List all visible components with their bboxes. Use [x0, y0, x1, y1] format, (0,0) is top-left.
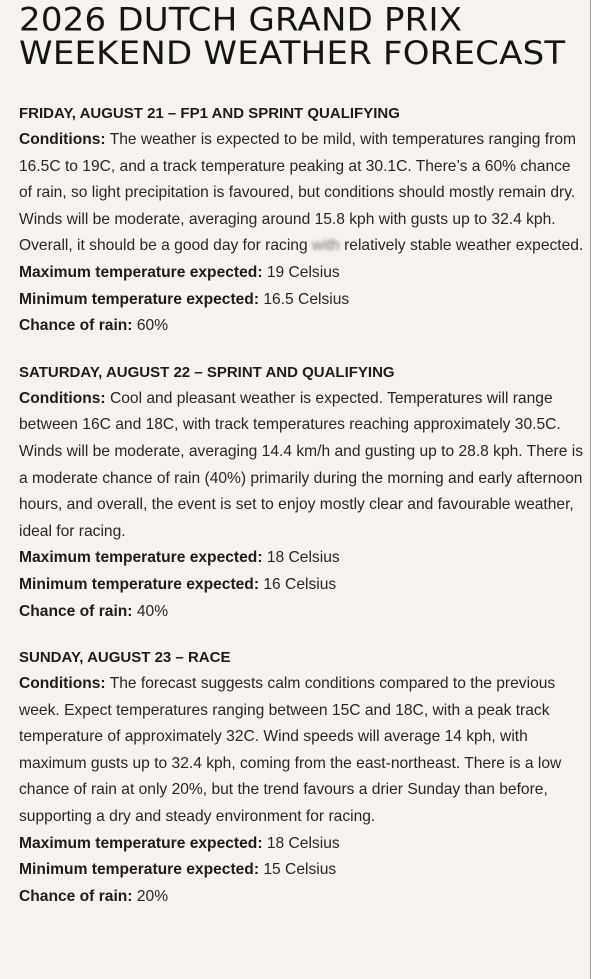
- conditions-label: Conditions:: [19, 131, 106, 148]
- rain-chance-value: 20%: [136, 887, 169, 905]
- rain-chance-label: Chance of rain:: [19, 317, 133, 335]
- day-section-saturday: [19, 359, 585, 625]
- rain-chance-value: 40%: [136, 602, 169, 620]
- min-temperature-row: [19, 857, 585, 884]
- conditions-text: The forecast suggests calm conditions compared to the previous week. Expect temperatures ranging between 15C and 18C, with a peak track temperature of approximately 32C. Wind speeds will average 14 kph, with maximum gusts up to 32.4 kph, coming from the east-northeast. There is a low chance of rain at only 20%, but the trend favours a drier Sunday than before, supporting a dry and steady environment for racing.: [19, 675, 562, 826]
- conditions-paragraph: [19, 671, 585, 831]
- min-temperature-label: Minimum temperature expected:: [19, 861, 260, 879]
- max-temperature-label: Maximum temperature expected:: [19, 263, 263, 281]
- conditions-text-end: relatively stable weather expected.: [344, 237, 584, 255]
- conditions-text: The weather is expected to be mild, with temperatures ranging from 16.5C to 19C, and a track temperature peaking at 30.1C. There’s a 60% chance of rain, so light precipitation is favoured, but conditions should mostly remain dry. Winds will be moderate, averaging around 15.8 kph with gusts up to 32.4 kph. Overall, it should be a good day for racing: [19, 131, 576, 255]
- min-temperature-label: Minimum temperature expected:: [19, 290, 260, 308]
- max-temperature-value: 18 Celsius: [266, 834, 340, 852]
- min-temperature-row: [19, 572, 585, 599]
- conditions-label: Conditions:: [19, 675, 106, 693]
- max-temperature-value: 18 Celsius: [266, 549, 340, 567]
- rain-chance-label: Chance of rain:: [19, 887, 133, 905]
- conditions-paragraph: [19, 127, 585, 260]
- max-temperature-label: Maximum temperature expected:: [19, 834, 263, 852]
- max-temperature-label: Maximum temperature expected:: [19, 549, 263, 567]
- conditions-text: Cool and pleasant weather is expected. Temperatures will range between 16C and 18C, with track temperatures reaching approximately 30.5C. Winds will be moderate, averaging 14.4 km/h and gusting up to 28.8 kph. There is a moderate chance of rain (40%) primarily during the morning and early afternoon hours, and overall, the event is set to enjoy mostly clear and favourable weather, ideal for racing.: [19, 389, 584, 540]
- min-temperature-row: [19, 287, 585, 314]
- min-temperature-value: 16 Celsius: [263, 575, 337, 593]
- rain-chance-value: 60%: [136, 317, 169, 335]
- max-temperature-row: [19, 831, 585, 858]
- min-temperature-label: Minimum temperature expected:: [19, 575, 260, 593]
- rain-chance-label: Chance of rain:: [19, 602, 133, 620]
- day-heading: SATURDAY, AUGUST 22 – SPRINT AND QUALIFYING: [19, 363, 395, 381]
- day-section-sunday: [19, 644, 585, 910]
- rain-chance-row: [19, 884, 585, 911]
- conditions-text-blurred: with: [312, 237, 340, 255]
- conditions-paragraph: [19, 386, 585, 546]
- day-heading: SUNDAY, AUGUST 23 – RACE: [19, 649, 231, 667]
- min-temperature-value: 16.5 Celsius: [263, 290, 350, 308]
- rain-chance-row: [19, 313, 585, 340]
- page-title: 2026 DUTCH GRAND PRIX WEEKEND WEATHER FORECAST: [19, 1, 566, 73]
- max-temperature-value: 19 Celsius: [266, 263, 340, 281]
- day-section-friday: [19, 100, 585, 340]
- day-heading: FRIDAY, AUGUST 21 – FP1 AND SPRINT QUALIFYING: [19, 105, 400, 122]
- conditions-label: Conditions:: [19, 389, 106, 407]
- rain-chance-row: [19, 599, 585, 626]
- max-temperature-row: [19, 260, 585, 287]
- min-temperature-value: 15 Celsius: [263, 861, 337, 879]
- max-temperature-row: [19, 545, 585, 572]
